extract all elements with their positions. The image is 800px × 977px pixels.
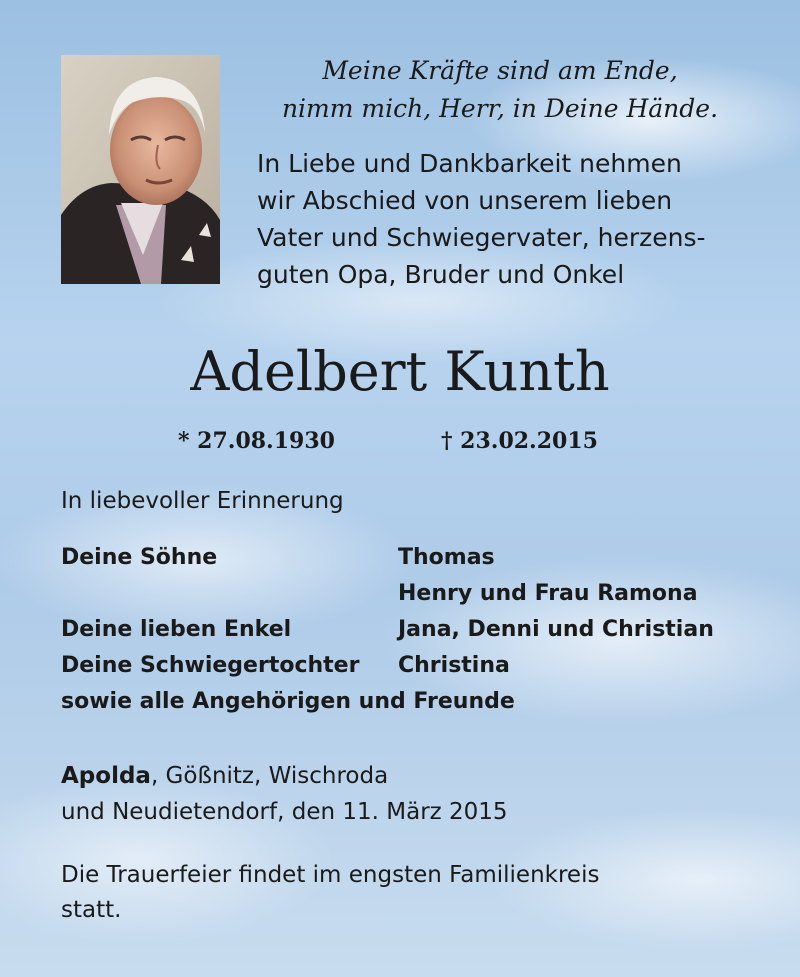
funeral-line: Die Trauerfeier findet im engsten Familienkreis — [61, 862, 600, 888]
place-city: Apolda — [61, 763, 151, 789]
verse-line: Meine Kräfte sind am Ende, — [322, 56, 678, 85]
intro-line: guten Opa, Bruder und Onkel — [257, 260, 625, 289]
death-date: † 23.02.2015 — [441, 428, 598, 454]
intro-line: wir Abschied von unserem lieben — [257, 186, 673, 215]
verse-line: nimm mich, Herr, in Deine Hände. — [281, 94, 719, 123]
mourner-label: sowie alle Angehörigen und Freunde — [61, 689, 515, 714]
verse — [240, 52, 760, 128]
life-dates — [0, 424, 800, 458]
mourner-names: Christina — [398, 653, 510, 678]
birth-date: * 27.08.1930 — [178, 428, 335, 454]
mourner-row — [61, 684, 761, 720]
deceased-name: Adelbert Kunth — [190, 340, 610, 403]
mourner-label: Deine Schwiegertochter — [61, 653, 360, 678]
intro-line: Vater und Schwiegervater, herzens- — [257, 223, 706, 252]
portrait-photo — [61, 55, 220, 284]
mourner-names: Henry und Frau Ramona — [398, 581, 698, 606]
intro-line: In Liebe und Dankbarkeit nehmen — [257, 149, 682, 178]
mourner-names: Thomas — [398, 545, 495, 570]
mourner-row — [61, 576, 761, 612]
intro-text — [257, 145, 757, 293]
funeral-line: statt. — [61, 897, 122, 923]
mourner-row — [61, 540, 761, 576]
mourners-list — [61, 540, 761, 720]
mourner-label: Deine lieben Enkel — [61, 617, 292, 642]
place-date-line: und Neudietendorf, den 11. März 2015 — [61, 799, 508, 825]
place-and-date — [61, 758, 508, 830]
mourner-label: Deine Söhne — [61, 545, 218, 570]
place-other-towns: , Gößnitz, Wischroda — [150, 763, 389, 789]
place-line — [61, 758, 508, 794]
mourner-row — [61, 612, 761, 648]
funeral-note — [61, 858, 599, 928]
memory-line: In liebevoller Erinnerung — [61, 488, 344, 514]
mourner-names: Jana, Denni und Christian — [398, 617, 714, 642]
mourner-row — [61, 648, 761, 684]
